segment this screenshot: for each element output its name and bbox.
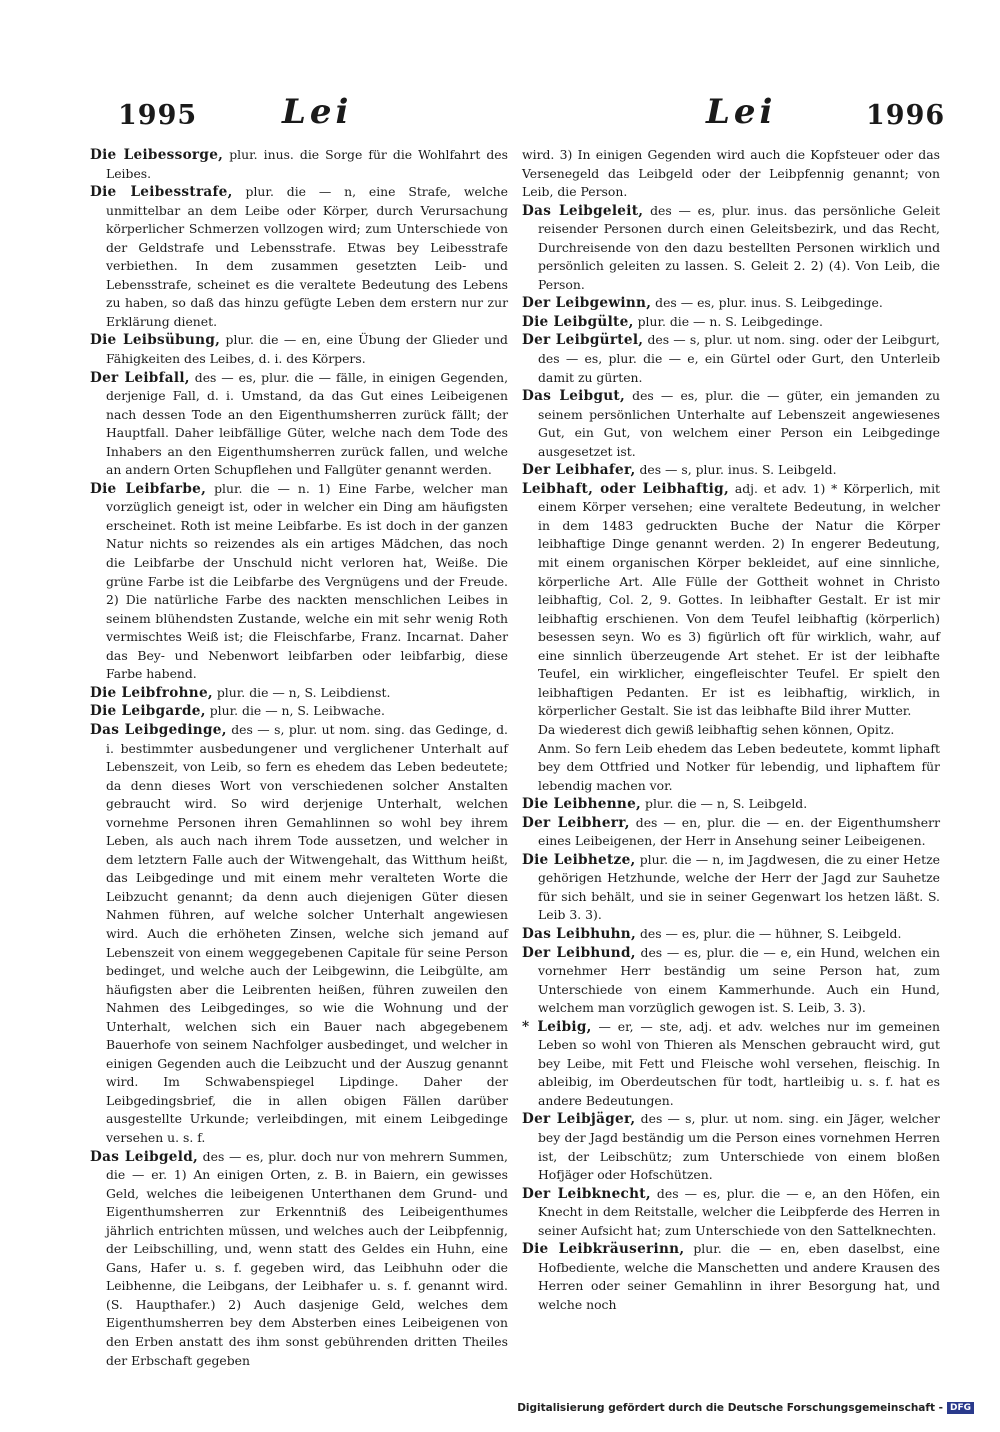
dictionary-entry <box>522 1240 940 1314</box>
entry-text: plur. die — en, eben daselbst, eine Hofbediente, welche die Manschetten und andere Krausen des Herren oder seiner Gemahlinn in ihrer Besorgung hat, und welche noch <box>538 1241 940 1312</box>
entry-text: des — s, plur. inus. S. Leibgeld. <box>635 462 837 478</box>
dictionary-entry <box>522 944 940 1018</box>
dictionary-entry <box>522 851 940 925</box>
entry-text: des — es, plur. die — güter, ein jemanden zu seinem persönlichen Unterhalte auf Lebenszeit angewiesenes Gut, ein Gut, von welchem einer Person ein Leibgedinge ausgesetzet ist. <box>538 388 940 459</box>
dictionary-entry <box>522 313 940 332</box>
left-column <box>90 146 508 1370</box>
dictionary-entry <box>522 1185 940 1241</box>
dictionary-entry <box>522 1110 940 1184</box>
dictionary-entry <box>522 202 940 295</box>
dictionary-entry <box>90 721 508 1148</box>
page-number-left: 1995 <box>118 100 198 131</box>
entry-text: des — es, plur. inus. das persönliche Geleit reisender Personen durch einen Geleitsbezirk, und das Recht, Durchreisende von den dazu bestellten Personen wirklich und persönlich geleiten zu lassen. S. Geleit 2. 2) (4). Von Leib, die Person. <box>538 202 940 292</box>
entry-headword: Die Leibsübung, <box>90 332 221 349</box>
entry-text: plur. die — en, eine Übung der Glieder und Fähigkeiten des Leibes, d. i. des Körpers. <box>106 332 508 367</box>
dictionary-entry <box>90 369 508 480</box>
dictionary-entry <box>90 480 508 684</box>
entry-headword: Der Leibfall, <box>90 369 190 386</box>
entry-headword: Die Leibgarde, <box>90 703 206 720</box>
entry-text: des — es, plur. die — fälle, in einigen Gegenden, derjenige Fall, d. i. Umstand, da das Gut eines Leibeigenen nach dessen Tode an den Eigenthumsherren zurück fällt; der Hauptfall. Daher leibfällige Güter, welche nach dem Tode des Inhabers an den Eigenthumsherren zurück fallen, und welche an andern Orten Schupflehen und Fallgüter genannt werden. <box>106 369 509 478</box>
entry-headword: Das Leibgeleit, <box>522 202 644 219</box>
entry-text: des — s, plur. ut nom. sing. oder der Leibgurt, des — es, plur. die — e, ein Gürtel oder Gurt, den Unterleib damit zu gürten. <box>538 332 940 385</box>
entry-headword: Leibhaft, oder Leibhaftig, <box>522 480 729 497</box>
entry-text: des — es, plur. die — hühner, S. Leibgeld. <box>636 925 902 941</box>
dictionary-entry <box>522 146 940 202</box>
dictionary-entry <box>522 294 940 313</box>
entry-text: plur. inus. die Sorge für die Wohlfahrt des Leibes. <box>106 147 508 181</box>
dictionary-entry <box>522 740 940 796</box>
entry-text: plur. die — n, S. Leibwache. <box>205 703 385 719</box>
catchword-left: Lei <box>282 92 353 132</box>
dictionary-entry <box>522 480 940 721</box>
entry-text: plur. die — n, S. Leibgeld. <box>641 796 808 812</box>
entry-text: des — s, plur. ut nom. sing. das Gedinge, d. i. bestimmter ausbedungener und verglichener Unterhalt auf Lebenszeit, von Leib, so fern es ehedem das Leben bedeutete; da denn dieses Wort von verschiedenen solcher Anstalten gebraucht wird. So wird derjenige Unterhalt, welchen vornehme Personen ihren Gemahlinnen so wohl bey ihrem Leben, als auch nach ihrem Tode aussetzen, und welcher in dem letztern Falle auch der Witwengehalt, das Witthum heißt, das Leibgedinge und mit einem mehr veralteten Worte die Leibzucht genannt; da denn auch diejenigen Güter diesen Nahmen führen, auf welche solcher Unterhalt angewiesen wird. Auch die erhöheten Zinsen, welche sich jemand auf Lebenszeit von einem weggegebenen Capitale für seine Person bedinget, und welche auch der Leibgewinn, die Leibgülte, am häufigsten aber die Leibrenten heißen, führen zuweilen den Nahmen des Leibgedinges, so wie die Wohnung und der Unterhalt, welchen sich ein Bauer nach abgegebenem Bauerhofe von seinem Nachfolger ausbedinget, und welcher in einigen Gegenden auch die Leibzucht und der Auszug genannt wird. Im Schwabenspiegel Lipdinge. Daher der Leibgedingsbrief, die in allen obigen Fällen darüber ausgestellte Urkunde; verleibdingen, mit einem Leibgedinge versehen u. s. f. <box>106 721 508 1145</box>
entry-headword: Der Leibhund, <box>522 944 636 961</box>
entry-text: Anm. So fern Leib ehedem das Leben bedeutete, kommt liphaft bey dem Ottfried und Notker für lebendig, und liphaftem für lebendig machen vor. <box>538 740 940 793</box>
dictionary-entry <box>90 684 508 703</box>
entry-text: plur. die — n, S. Leibdienst. <box>212 684 391 700</box>
dictionary-entry <box>522 387 940 461</box>
entry-text: plur. die — n, eine Strafe, welche unmittelbar an dem Leibe oder Körper, durch Verursachung körperlicher Schmerzen vollzogen wird; zum Unterschiede von der Geldstrafe und Lebensstrafe. Etwas bey Leibesstrafe verbiethen. In dem zusammen gesetzten Leib- und Lebensstrafe, scheinet es die veraltete Bedeutung des Lebens zu haben, so daß das hinzu gefügte Leben dem erstern nur zur Erklärung dienet. <box>106 184 508 329</box>
entry-text: des — es, plur. doch nur von mehrern Summen, die — er. 1) An einigen Orten, z. B. in Baiern, ein gewisses Geld, welches die leibeigenen Unterthanen dem Grund- und Eigenthumsherren zur Erkenntniß des Leibeigenthumes jährlich entrichten müssen, und welches auch der Leibpfennig, der Leibschilling, und, wenn statt des Geldes ein Huhn, eine Gans, Hafer u. s. f. gegeben wird, das Leibhuhn oder die Leibhenne, die Leibgans, der Leibhafer u. s. f. genannt wird. (S. Haupthafer.) 2) Auch dasjenige Geld, welches dem Eigenthumsherren bey dem Absterben eines Leibeigenen von den Erben anstatt des ihm sonst gebührenden dritten Theiles der Erbschaft gegeben <box>106 1148 508 1368</box>
entry-headword: * Leibig, <box>522 1018 592 1035</box>
footer-text: Digitalisierung gefördert durch die Deutsche Forschungsgemeinschaft - <box>517 1402 943 1414</box>
entry-headword: Der Leibjäger, <box>522 1111 636 1128</box>
entry-headword: Der Leibhafer, <box>522 462 636 479</box>
entry-headword: Die Leibessorge, <box>90 147 224 163</box>
entry-headword: Das Leibgeld, <box>90 1148 199 1165</box>
dictionary-entry <box>90 146 508 183</box>
entry-headword: Der Leibgewinn, <box>522 295 652 312</box>
dictionary-entry <box>522 461 940 480</box>
entry-text: des — s, plur. ut nom. sing. ein Jäger, welcher bey der Jagd beständig um die Person eines vornehmen Herren ist, der Leibschütz; zum Unterschiede von einem bloßen Hofjäger oder Hofschützen. <box>538 1111 940 1183</box>
entry-headword: Der Leibherr, <box>522 814 630 831</box>
entry-text: des — es, plur. die — e, an den Höfen, ein Knecht in dem Reitstalle, welcher die Leibpferde des Herren in seiner Aufsicht hat; zum Unterschiede von den Sattelknechten. <box>538 1185 940 1238</box>
entry-headword: Die Leibkräuserinn, <box>522 1241 685 1258</box>
dictionary-entry <box>522 331 940 387</box>
dictionary-entry <box>90 331 508 368</box>
entry-headword: Der Leibgürtel, <box>522 332 644 349</box>
entry-headword: Die Leibhenne, <box>522 796 642 813</box>
entry-headword: Die Leibfarbe, <box>90 480 207 497</box>
entry-text: des — es, plur. die — e, ein Hund, welchen ein vornehmer Herr beständig um seine Person hat, zum Unterschiede von einem Kammerhunde. Auch ein Hund, welchem man vorzüglich gewogen ist. S. Leib, 3. 3). <box>538 944 941 1016</box>
entry-text: plur. die — n. 1) Eine Farbe, welcher man vorzüglich geneigt ist, oder in welcher ein Ding am häufigsten erscheinet. Roth ist meine Leibfarbe. Es ist doch in der ganzen Natur nichts so reizendes als ein artiges Mädchen, das noch die Leibfarbe der Unschuld nicht verloren hat, Weiße. Die grüne Farbe ist die Leibfarbe des Vergnügens und der Freude. 2) Die natürliche Farbe des nackten menschlichen Leibes in seinem blühendsten Zustande, welche ein mit sehr wenig Roth vermischtes Weiß ist; die Fleischfarbe, Franz. Incarnat. Daher das Bey- und Nebenwort leibfarben oder leibfarbig, diese Farbe habend. <box>106 480 508 682</box>
entry-headword: Die Leibhetze, <box>522 851 636 868</box>
entry-headword: Der Leibknecht, <box>522 1185 651 1202</box>
entry-text: wird. 3) In einigen Gegenden wird auch die Kopfsteuer oder das Versenegeld das Leibgeld oder der Leibpfennig genannt; von Leib, die Person. <box>522 147 940 200</box>
dictionary-entry <box>90 183 508 331</box>
entry-text: plur. die — n, im Jagdwesen, die zu einer Hetze gehörigen Hetzhunde, welche der Herr der Jagd zur Sauhetze für sich behält, und sie in seiner Gegenwart los hetzen läßt. S. Leib 3. 3). <box>538 851 940 923</box>
dictionary-entry <box>522 925 940 944</box>
dictionary-entry <box>522 795 940 814</box>
dictionary-entry <box>90 1148 508 1371</box>
entry-headword: Das Leibhuhn, <box>522 925 637 942</box>
entry-headword: Das Leibgedinge, <box>90 721 227 738</box>
entry-text: Da wiederest dich gewiß leibhaftig sehen können, Opitz. <box>538 721 895 737</box>
dfg-logo: DFG <box>947 1402 974 1414</box>
entry-headword: Die Leibgülte, <box>522 313 634 330</box>
dictionary-entry <box>522 1018 940 1111</box>
entry-headword: Die Leibfrohne, <box>90 684 213 701</box>
entry-headword: Die Leibesstrafe, <box>90 184 233 201</box>
catchword-right: Lei <box>706 92 777 132</box>
right-column <box>522 146 940 1314</box>
dictionary-entry <box>90 702 508 721</box>
entry-text: plur. die — n. S. Leibgedinge. <box>633 313 823 329</box>
entry-text: des — es, plur. inus. S. Leibgedinge. <box>651 295 883 311</box>
footer-credit <box>517 1402 974 1414</box>
dictionary-entry <box>522 721 940 740</box>
entry-headword: Das Leibgut, <box>522 388 626 405</box>
dictionary-entry <box>522 814 940 851</box>
page-number-right: 1996 <box>866 100 946 131</box>
entry-text: — er, — ste, adj. et adv. welches nur im gemeinen Leben so wohl von Thieren als Menschen gebraucht wird, gut bey Leibe, mit Fett und Fleische wohl versehen, fleischig. In ableibig, im Oberdeutschen für todt, hartleibig u. s. f. hat es andere Bedeutungen. <box>538 1018 940 1108</box>
entry-text: adj. et adv. 1) * Körperlich, mit einem Körper versehen; eine veraltete Bedeutung, in welcher in dem 1483 gedruckten Buche der Natur die Körper leibhaftige Dinge genannt werden. 2) In engerer Bedeutung, mit einem organischen Körper bekleidet, auf eine sinnliche, körperliche Art. Alle Fülle der Gottheit wohnet in Christo leibhaftig, Col. 2, 9. Gottes. In leibhafter Gestalt. Er ist mir leibhaftig erschienen. Von dem Teufel leibhaftig (körperlich) besessen seyn. Wo es 3) figürlich oft für wirklich, wahr, auf eine sinnlich überzeugende Art stehet. Er ist der leibhafte Teufel, ein wirklicher, eingefleischter Teufel. Er spielt den leibhaftigen Pedanten. Er ist es leibhaftig, wirklich, in körperlicher Gestalt. Sie ist das leibhafte Bild ihrer Mutter. <box>538 480 941 719</box>
entry-text: des — en, plur. die — en. der Eigenthumsherr eines Leibeigenen, der Herr in Ansehung seiner Leibeigenen. <box>538 814 940 849</box>
